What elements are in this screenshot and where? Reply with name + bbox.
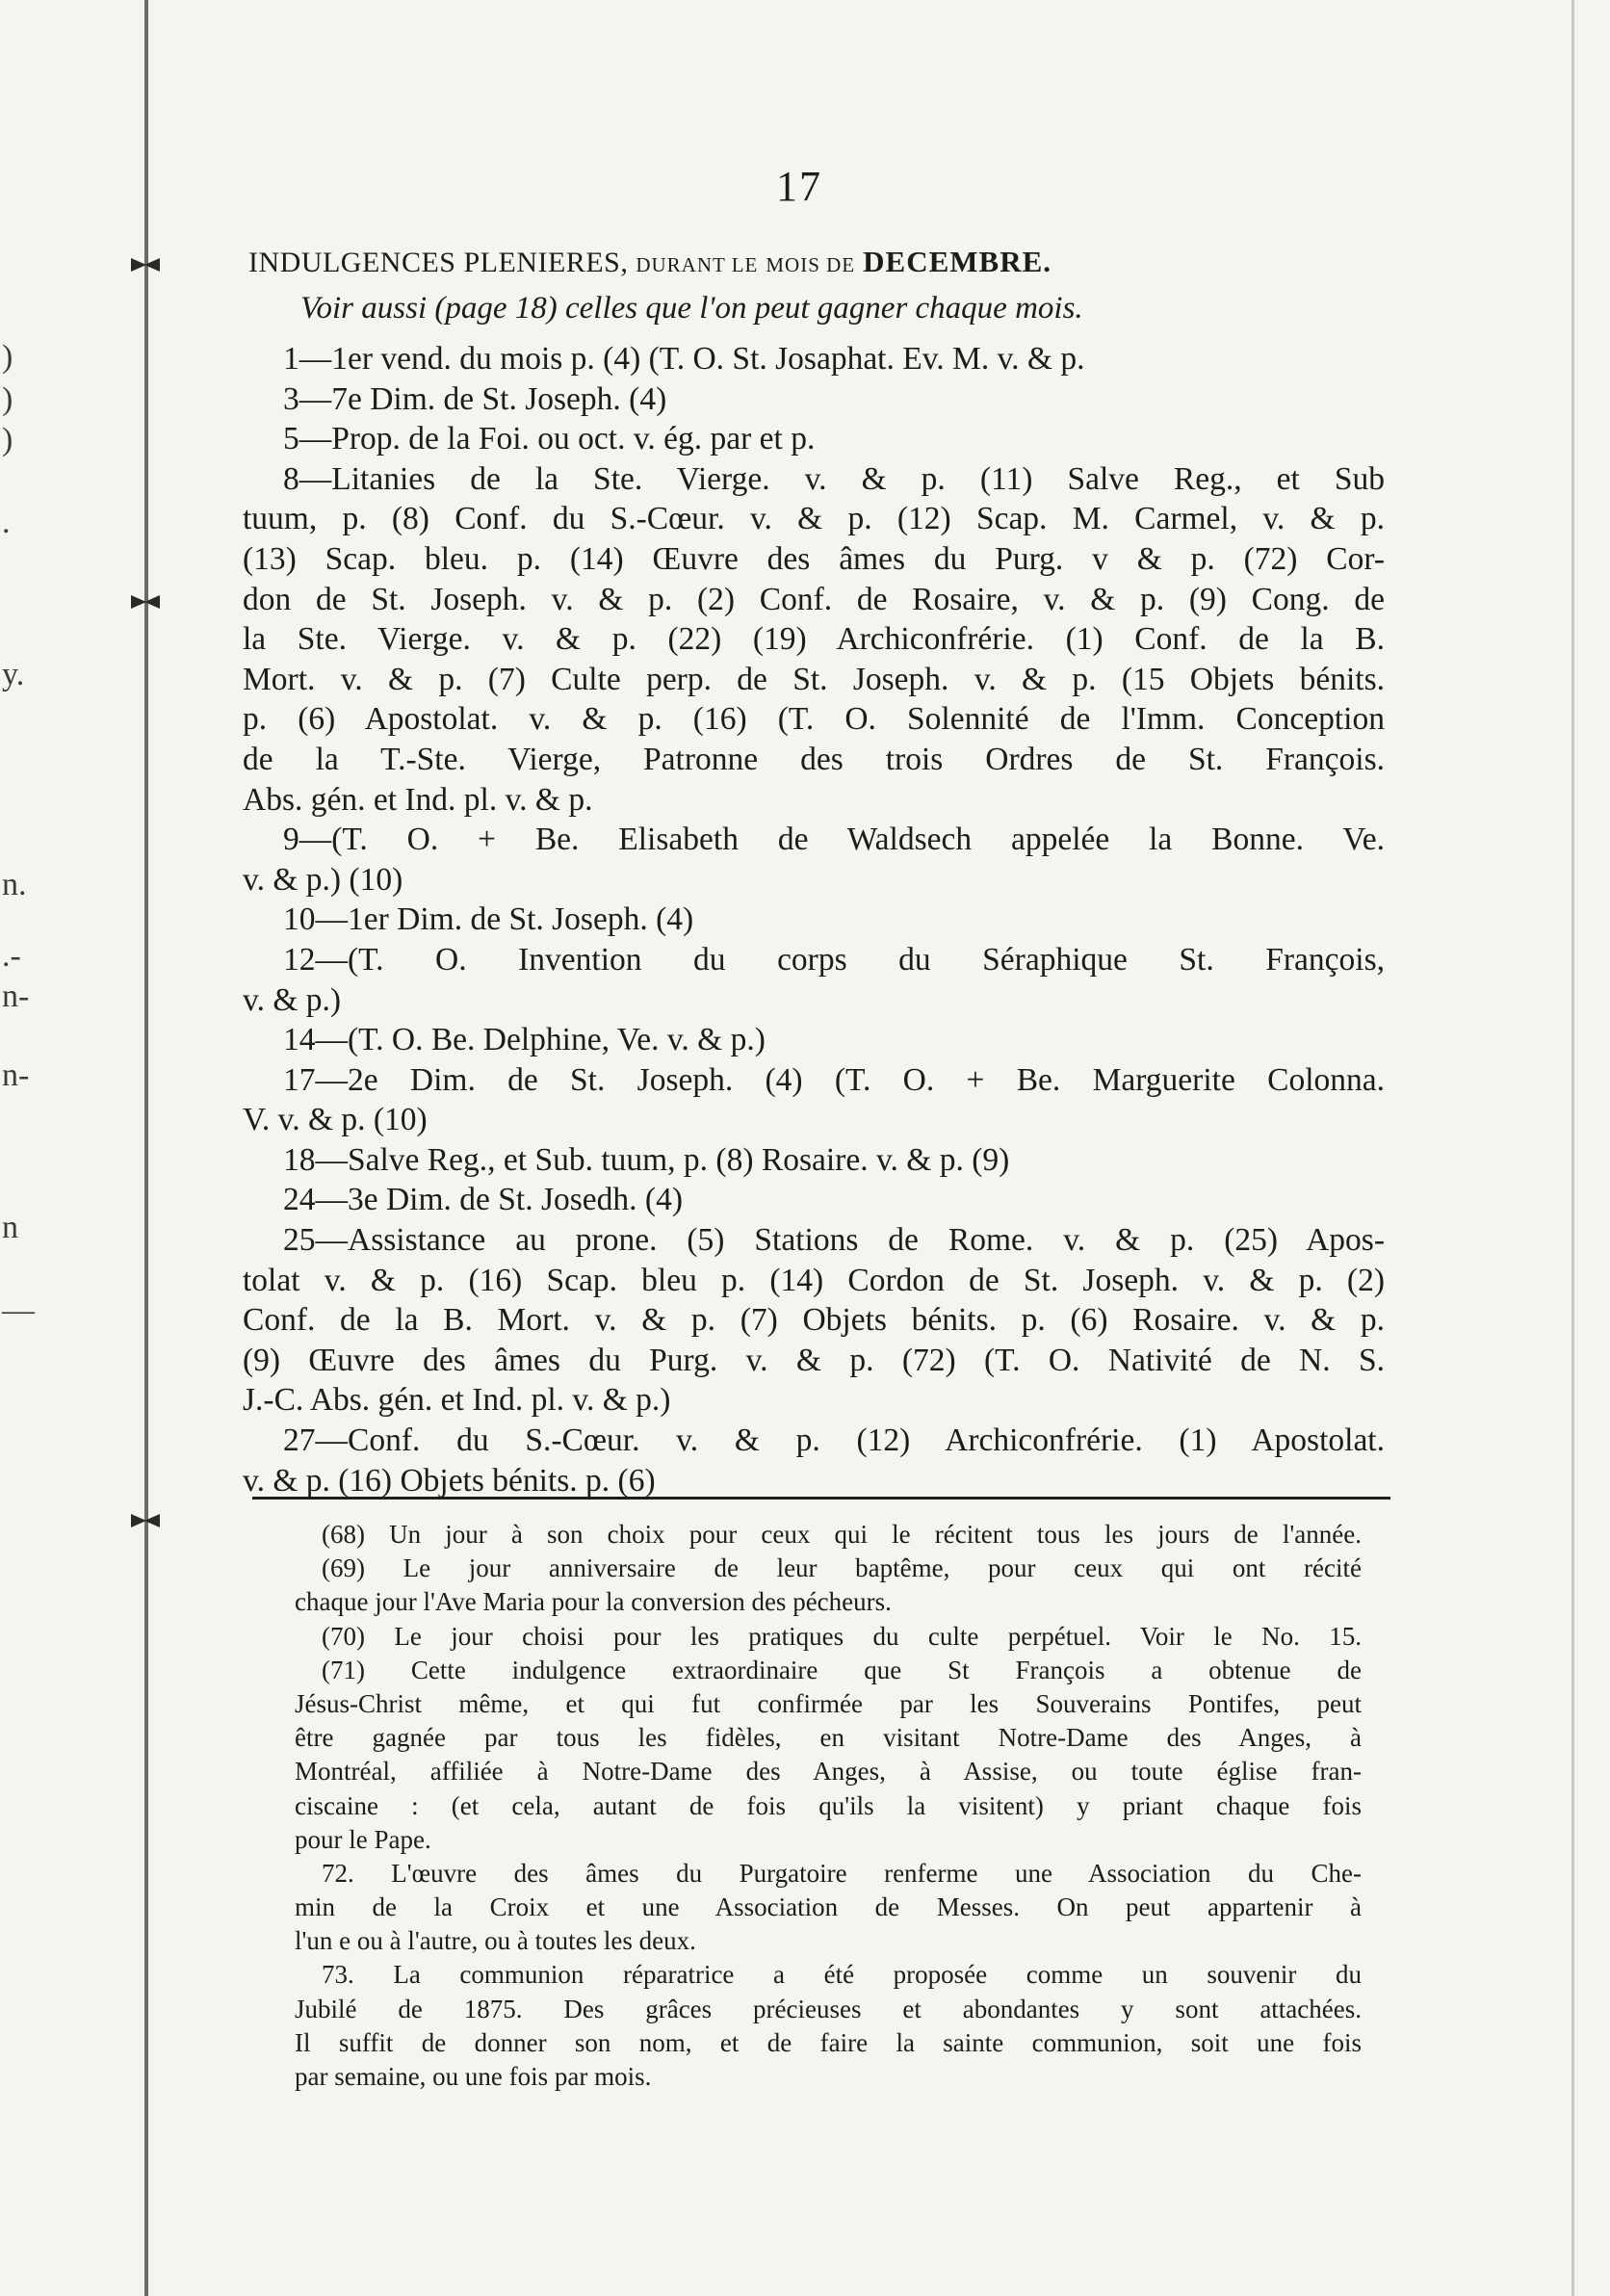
margin-fragment: . <box>2 505 11 540</box>
footnote-line: Montréal, affiliée à Notre-Dame des Anges, à Assise, ou toute église fran- <box>295 1757 1362 1787</box>
text-line: 17—2e Dim. de St. Joseph. (4) (T. O. + Be. Marguerite Colonna. <box>283 1061 1385 1098</box>
text-line: 18—Salve Reg., et Sub. tuum, p. (8) Rosaire. v. & p. (9) <box>283 1141 1010 1178</box>
page-heading <box>248 245 1306 279</box>
heading-part-4: DECEMBRE. <box>863 245 1052 278</box>
text-line: (13) Scap. bleu. p. (14) Œuvre des âmes du Purg. v & p. (72) Cor- <box>243 540 1385 577</box>
footnote-line: chaque jour l'Ave Maria pour la conversion des pécheurs. <box>295 1587 892 1617</box>
text-line: V. v. & p. (10) <box>243 1102 428 1138</box>
footnote-line: (71) Cette indulgence extraordinaire que St François a obtenue de <box>322 1655 1362 1684</box>
footnote-line: min de la Croix et une Association de Messes. On peut appartenir à <box>295 1892 1362 1922</box>
footnote-line: (70) Le jour choisi pour les pratiques du culte perpétuel. Voir le No. 15. <box>322 1621 1362 1651</box>
text-line: tolat v. & p. (16) Scap. bleu p. (14) Cordon de St. Joseph. v. & p. (2) <box>243 1262 1385 1298</box>
text-line: Abs. gén. et Ind. pl. v. & p. <box>243 781 593 818</box>
margin-fragment: n. <box>2 867 27 902</box>
text-line: 1—1er vend. du mois p. (4) (T. O. St. Josaphat. Ev. M. v. & p. <box>283 341 1085 377</box>
binding-mark <box>131 595 160 609</box>
text-line: 12—(T. O. Invention du corps du Séraphique St. François, <box>283 941 1385 978</box>
text-line: v. & p. (16) Objets bénits. p. (6) <box>243 1462 656 1499</box>
text-line: 27—Conf. du S.-Cœur. v. & p. (12) Archiconfrérie. (1) Apostolat. <box>283 1422 1385 1459</box>
text-line: 14—(T. O. Be. Delphine, Ve. v. & p.) <box>283 1022 766 1058</box>
text-line: Mort. v. & p. (7) Culte perp. de St. Joseph. v. & p. (15 Objets bénits. <box>243 661 1385 697</box>
text-line: 5—Prop. de la Foi. ou oct. v. ég. par et p. <box>283 421 816 457</box>
text-line: (9) Œuvre des âmes du Purg. v. & p. (72) (T. O. Nativité de N. S. <box>243 1342 1385 1378</box>
footnote-line: être gagnée par tous les fidèles, en visitant Notre-Dame des Anges, à <box>295 1723 1362 1753</box>
page-subheading: Voir aussi (page 18) celles que l'on peut gagner chaque mois. <box>300 291 1083 326</box>
footnote-line: Jésus-Christ même, et qui fut confirmée par les Souverains Pontifes, peut <box>295 1688 1362 1718</box>
footnote-line: 72. L'œuvre des âmes du Purgatoire renferme une Association du Che- <box>322 1858 1362 1888</box>
heading-part-3: MOIS DE <box>766 253 856 276</box>
binding-mark <box>131 1514 160 1527</box>
footnotes <box>295 1518 1362 2094</box>
heading-part-2: DURANT LE <box>636 253 759 276</box>
text-line: v. & p.) <box>243 981 342 1018</box>
footnote-line: par semaine, ou une fois par mois. <box>295 2062 652 2091</box>
body-text <box>243 339 1385 1500</box>
footnote-line: pour le Pape. <box>295 1824 431 1854</box>
text-line: la Ste. Vierge. v. & p. (22) (19) Archiconfrérie. (1) Conf. de la B. <box>243 621 1385 658</box>
text-line: de la T.-Ste. Vierge, Patronne des trois Ordres de St. François. <box>243 741 1385 777</box>
footnote-line: (69) Le jour anniversaire de leur baptême, pour ceux qui ont récité <box>322 1553 1362 1583</box>
text-line: 8—Litanies de la Ste. Vierge. v. & p. (11) Salve Reg., et Sub <box>283 460 1385 497</box>
footnote-line: (68) Un jour à son choix pour ceux qui le récitent tous les jours de l'année. <box>322 1520 1362 1549</box>
text-line: 24—3e Dim. de St. Josedh. (4) <box>283 1182 683 1218</box>
margin-fragment: ) <box>2 381 13 417</box>
margin-fragment: ) <box>2 339 13 375</box>
margin-fragment: n- <box>2 1057 30 1093</box>
footnote-line: l'un e ou à l'autre, ou à toutes les deux. <box>295 1926 696 1956</box>
page-edge <box>1571 0 1574 2296</box>
heading-part-1: INDULGENCES PLENIERES, <box>248 247 629 278</box>
margin-fragment: n <box>2 1210 18 1245</box>
footnote-line: Jubilé de 1875. Des grâces précieuses et abondantes y sont attachées. <box>295 1994 1362 2023</box>
text-line: v. & p.) (10) <box>243 861 403 898</box>
text-line: 3—7e Dim. de St. Joseph. (4) <box>283 380 667 417</box>
margin-fragment: n- <box>2 978 30 1014</box>
text-line: J.-C. Abs. gén. et Ind. pl. v. & p.) <box>243 1382 671 1419</box>
footnote-line: Il suffit de donner son nom, et de faire la sainte communion, soit une fois <box>295 2027 1362 2057</box>
margin-fragment: — <box>2 1292 35 1328</box>
margin-fragment: y. <box>2 657 25 692</box>
text-line: 25—Assistance au prone. (5) Stations de Rome. v. & p. (25) Apos- <box>283 1222 1385 1259</box>
text-line: p. (6) Apostolat. v. & p. (16) (T. O. Solennité de l'Imm. Conception <box>243 701 1385 738</box>
footnote-line: 73. La communion réparatrice a été proposée comme un souvenir du <box>322 1960 1362 1990</box>
text-line: tuum, p. (8) Conf. du S.-Cœur. v. & p. (12) Scap. M. Carmel, v. & p. <box>243 501 1385 537</box>
page-number: 17 <box>776 163 822 210</box>
binding-mark <box>131 258 160 272</box>
text-line: 10—1er Dim. de St. Joseph. (4) <box>283 901 694 938</box>
binding-line <box>144 0 148 2296</box>
text-line: don de St. Joseph. v. & p. (2) Conf. de Rosaire, v. & p. (9) Cong. de <box>243 581 1385 617</box>
margin-fragment: ) <box>2 422 13 457</box>
margin-fragment: .- <box>2 938 21 974</box>
footnote-divider <box>252 1497 1390 1500</box>
text-line: 9—(T. O. + Be. Elisabeth de Waldsech appelée la Bonne. Ve. <box>283 822 1385 858</box>
text-line: Conf. de la B. Mort. v. & p. (7) Objets bénits. p. (6) Rosaire. v. & p. <box>243 1302 1385 1339</box>
footnote-line: ciscaine : (et cela, autant de fois qu'ils la visitent) y priant chaque fois <box>295 1790 1362 1820</box>
